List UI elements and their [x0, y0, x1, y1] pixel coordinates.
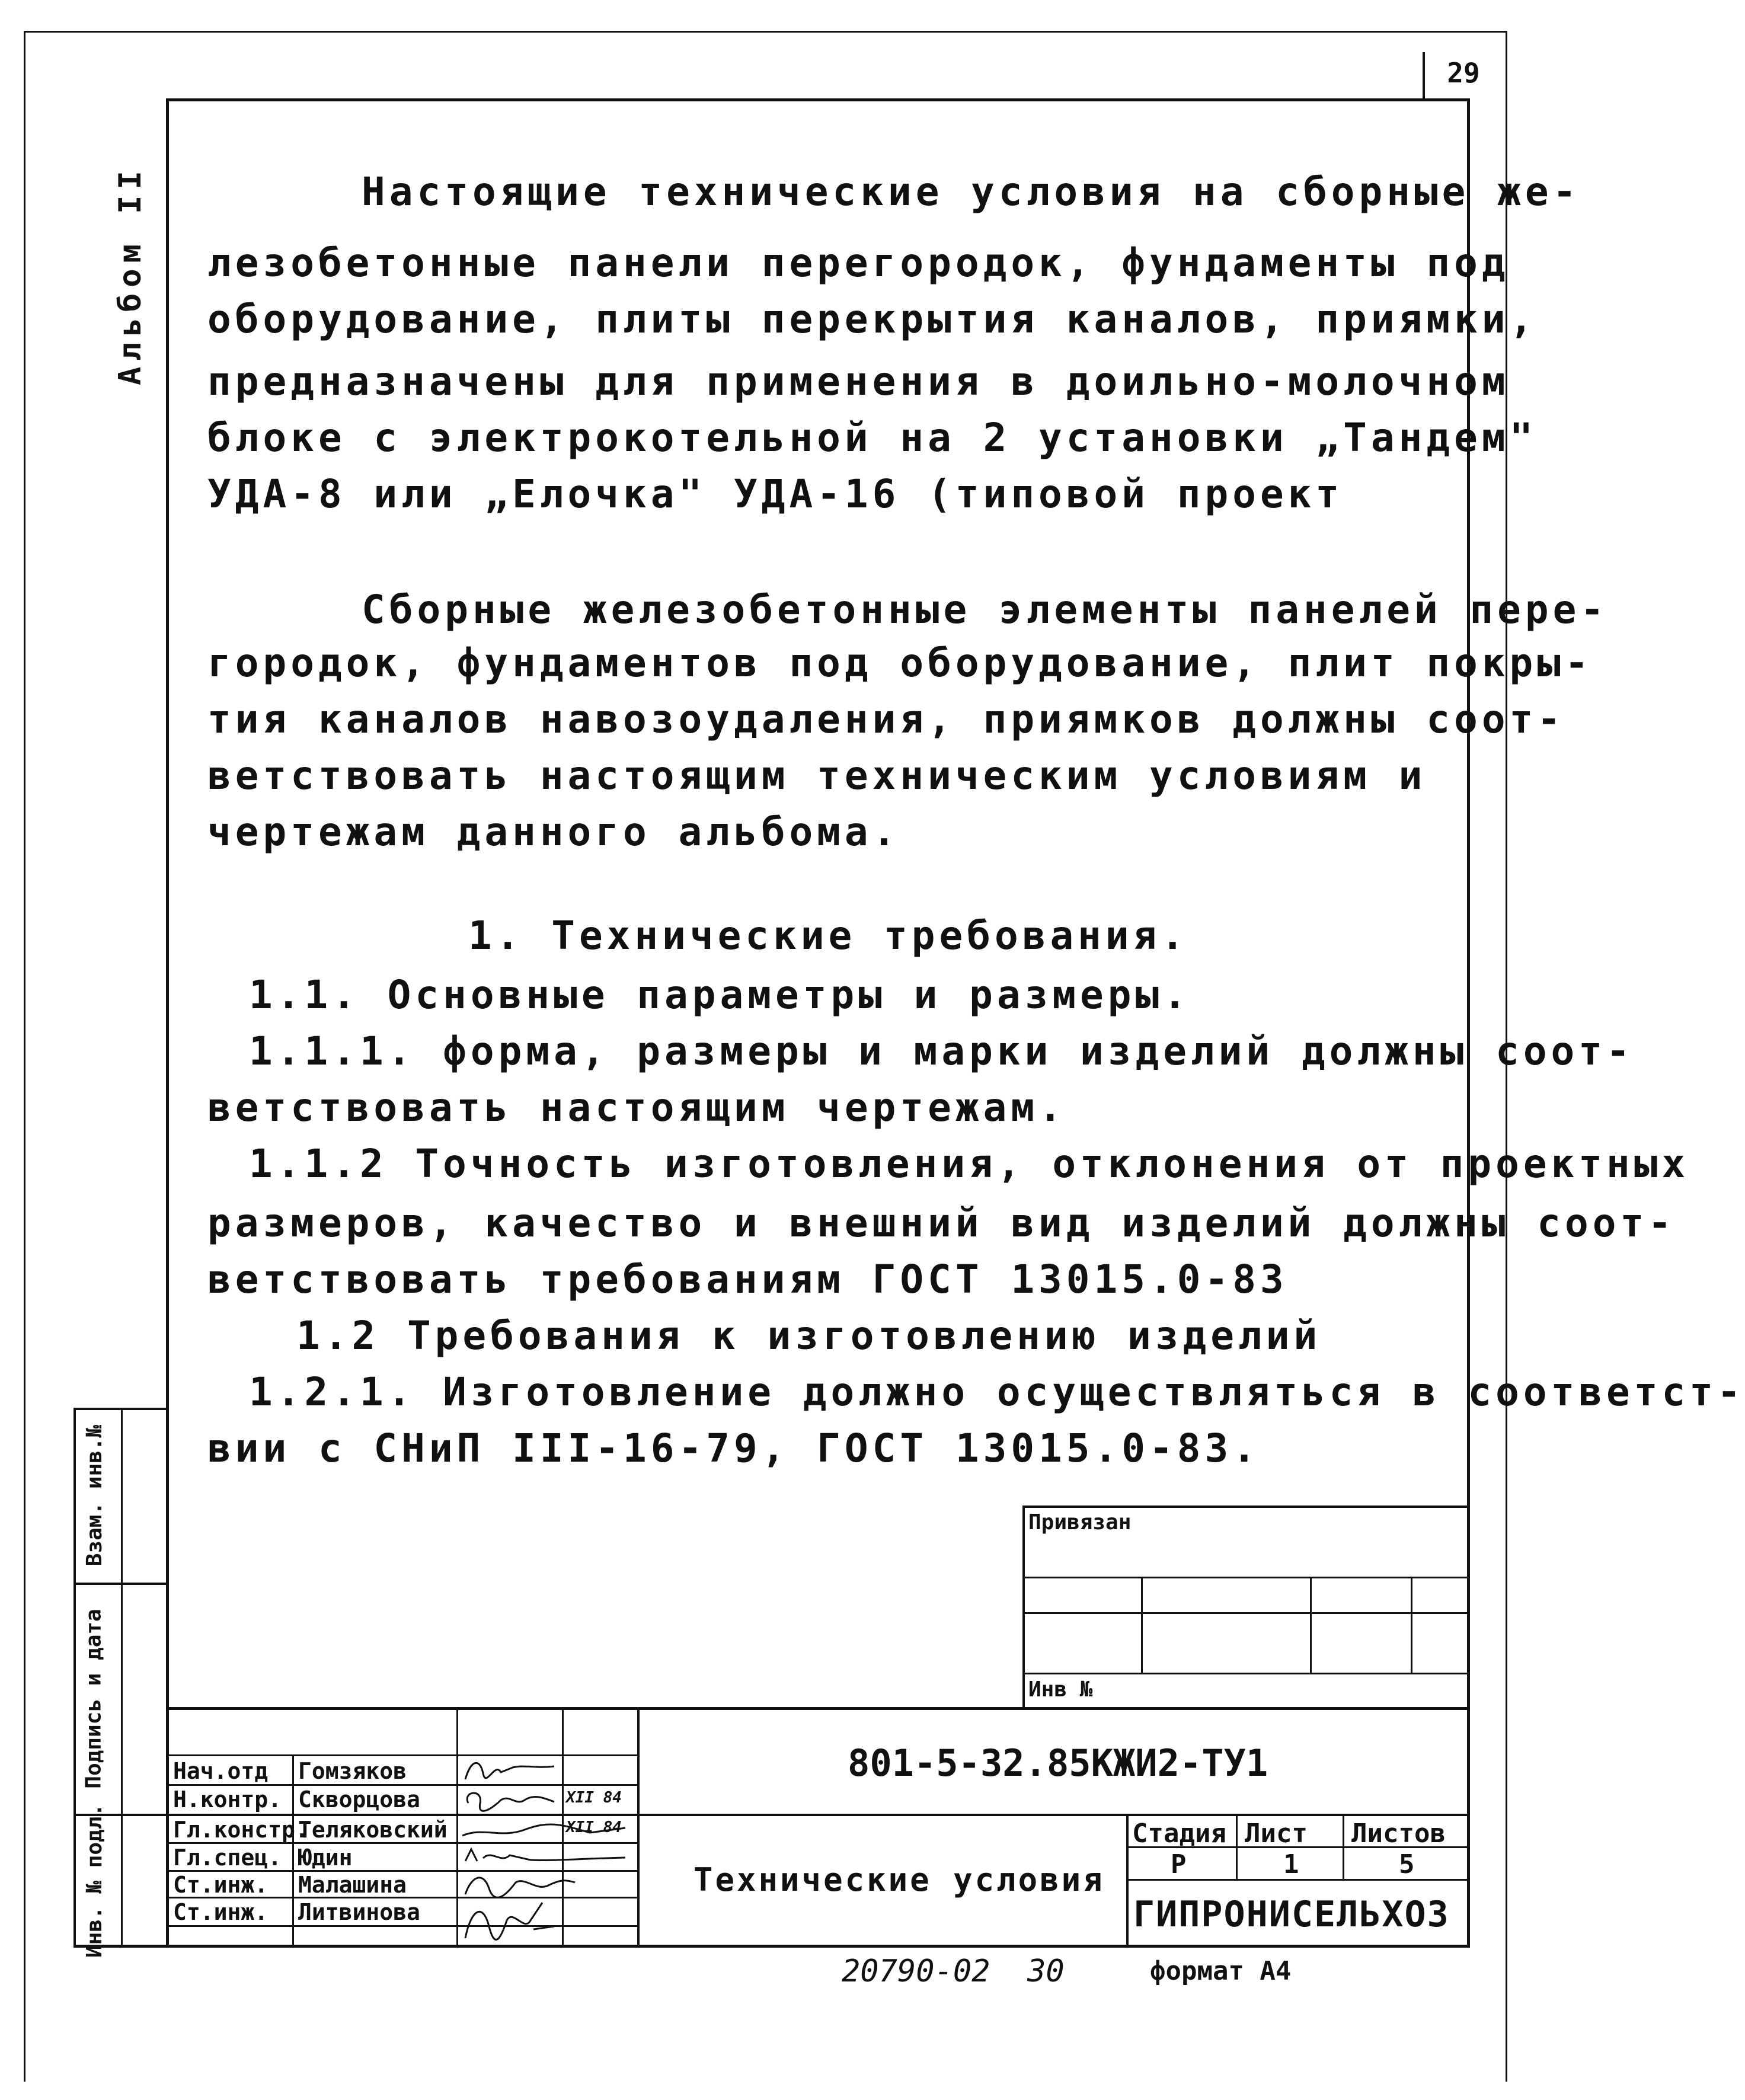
text-line: ветствовать настоящим чертежам.	[207, 1085, 1066, 1130]
staff-name: Малашина	[298, 1872, 407, 1898]
signature	[459, 1843, 631, 1871]
page-number: 29	[1447, 57, 1480, 89]
signature	[459, 1897, 560, 1944]
stamp-vzam-inv: Взам. инв.№	[82, 1424, 107, 1567]
text-line: вии с СНиП III-16-79, ГОСТ 13015.0-83.	[207, 1425, 1260, 1471]
staff-name: Теляковский	[298, 1817, 448, 1843]
subsection-1-2: 1.2 Требования к изготовлению изделий	[296, 1313, 1322, 1359]
signature	[459, 1756, 560, 1784]
section-title: 1. Технические требования.	[468, 913, 1189, 958]
staff-name: Литвинова	[298, 1899, 420, 1925]
text-line: блоке с электрокотельной на 2 установки „Тандем"	[207, 415, 1538, 461]
staff-date: XII 84	[566, 1818, 622, 1836]
privyazan-label: Привязан	[1028, 1510, 1132, 1535]
text-line: ветствовать требованиям ГОСТ 13015.0-83	[207, 1257, 1288, 1302]
staff-name: Скворцова	[298, 1786, 420, 1813]
staff-name: Гомзяков	[298, 1758, 407, 1784]
staff-name: Юдин	[298, 1845, 353, 1871]
text-line: Настоящие технические условия на сборные же-	[362, 169, 1581, 215]
signature	[459, 1871, 578, 1898]
stamp-inv-podl: Инв. № подл.	[82, 1803, 107, 1958]
text-line: ветствовать настоящим техническим условиям и	[207, 753, 1427, 798]
text-line: городок, фундаментов под оборудование, плит покры-	[207, 640, 1593, 686]
text-line: размеров, качество и внешний вид изделий должны соот-	[207, 1200, 1676, 1246]
text-line: предназначены для применения в доильно-молочном	[207, 359, 1510, 404]
subsection-1-1-2: 1.1.2 Точность изготовления, отклонения от проектных	[249, 1141, 1690, 1187]
stadia-label: Стадия	[1132, 1818, 1226, 1849]
signature	[459, 1815, 631, 1843]
staff-role: Ст.инж.	[173, 1872, 269, 1898]
album-label: Альбом II	[113, 165, 148, 385]
format-label: формат А4	[1150, 1956, 1292, 1986]
text-line: лезобетонные панели перегородок, фундаменты под	[207, 240, 1510, 286]
list-value: 1	[1283, 1849, 1299, 1880]
text-line: тия каналов навозоудаления, приямков должны соот-	[207, 696, 1565, 742]
staff-role: Ст.инж.	[173, 1899, 269, 1925]
staff-role: Гл.спец.	[173, 1845, 282, 1871]
staff-role: Гл.констр.	[173, 1817, 309, 1843]
document-code: 801-5-32.85КЖИ2-ТУ1	[848, 1741, 1268, 1785]
organization-name: ГИПРОНИСЕЛЬХОЗ	[1133, 1894, 1450, 1935]
stadia-value: Р	[1171, 1849, 1187, 1880]
inv-no-label: Инв №	[1028, 1677, 1093, 1702]
subsection-1-1-1: 1.1.1. форма, размеры и марки изделий должны соот-	[249, 1028, 1634, 1074]
listov-label: Листов	[1351, 1818, 1446, 1849]
subsection-1-1: 1.1. Основные параметры и размеры.	[249, 972, 1191, 1018]
archive-number: 20790-02 30	[842, 1954, 1065, 1989]
staff-date: XII 84	[566, 1789, 622, 1807]
text-line: УДА-8 или „Елочка" УДА-16 (типовой проект	[207, 471, 1344, 517]
subsection-1-2-1: 1.2.1. Изготовление должно осуществляться в соответст-	[249, 1369, 1745, 1415]
signature	[459, 1785, 560, 1814]
stamp-podpis-data: Подпись и дата	[81, 1609, 106, 1789]
staff-role: Нач.отд	[173, 1758, 269, 1784]
text-line: чертежам данного альбома.	[207, 809, 900, 855]
list-label: Лист	[1245, 1818, 1308, 1849]
document-title: Технические условия	[693, 1861, 1105, 1898]
text-line: Сборные железобетонные элементы панелей пере-	[362, 587, 1609, 632]
text-line: оборудование, плиты перекрытия каналов, приямки,	[207, 296, 1538, 342]
staff-role: Н.контр.	[173, 1786, 282, 1813]
listov-value: 5	[1399, 1849, 1415, 1880]
